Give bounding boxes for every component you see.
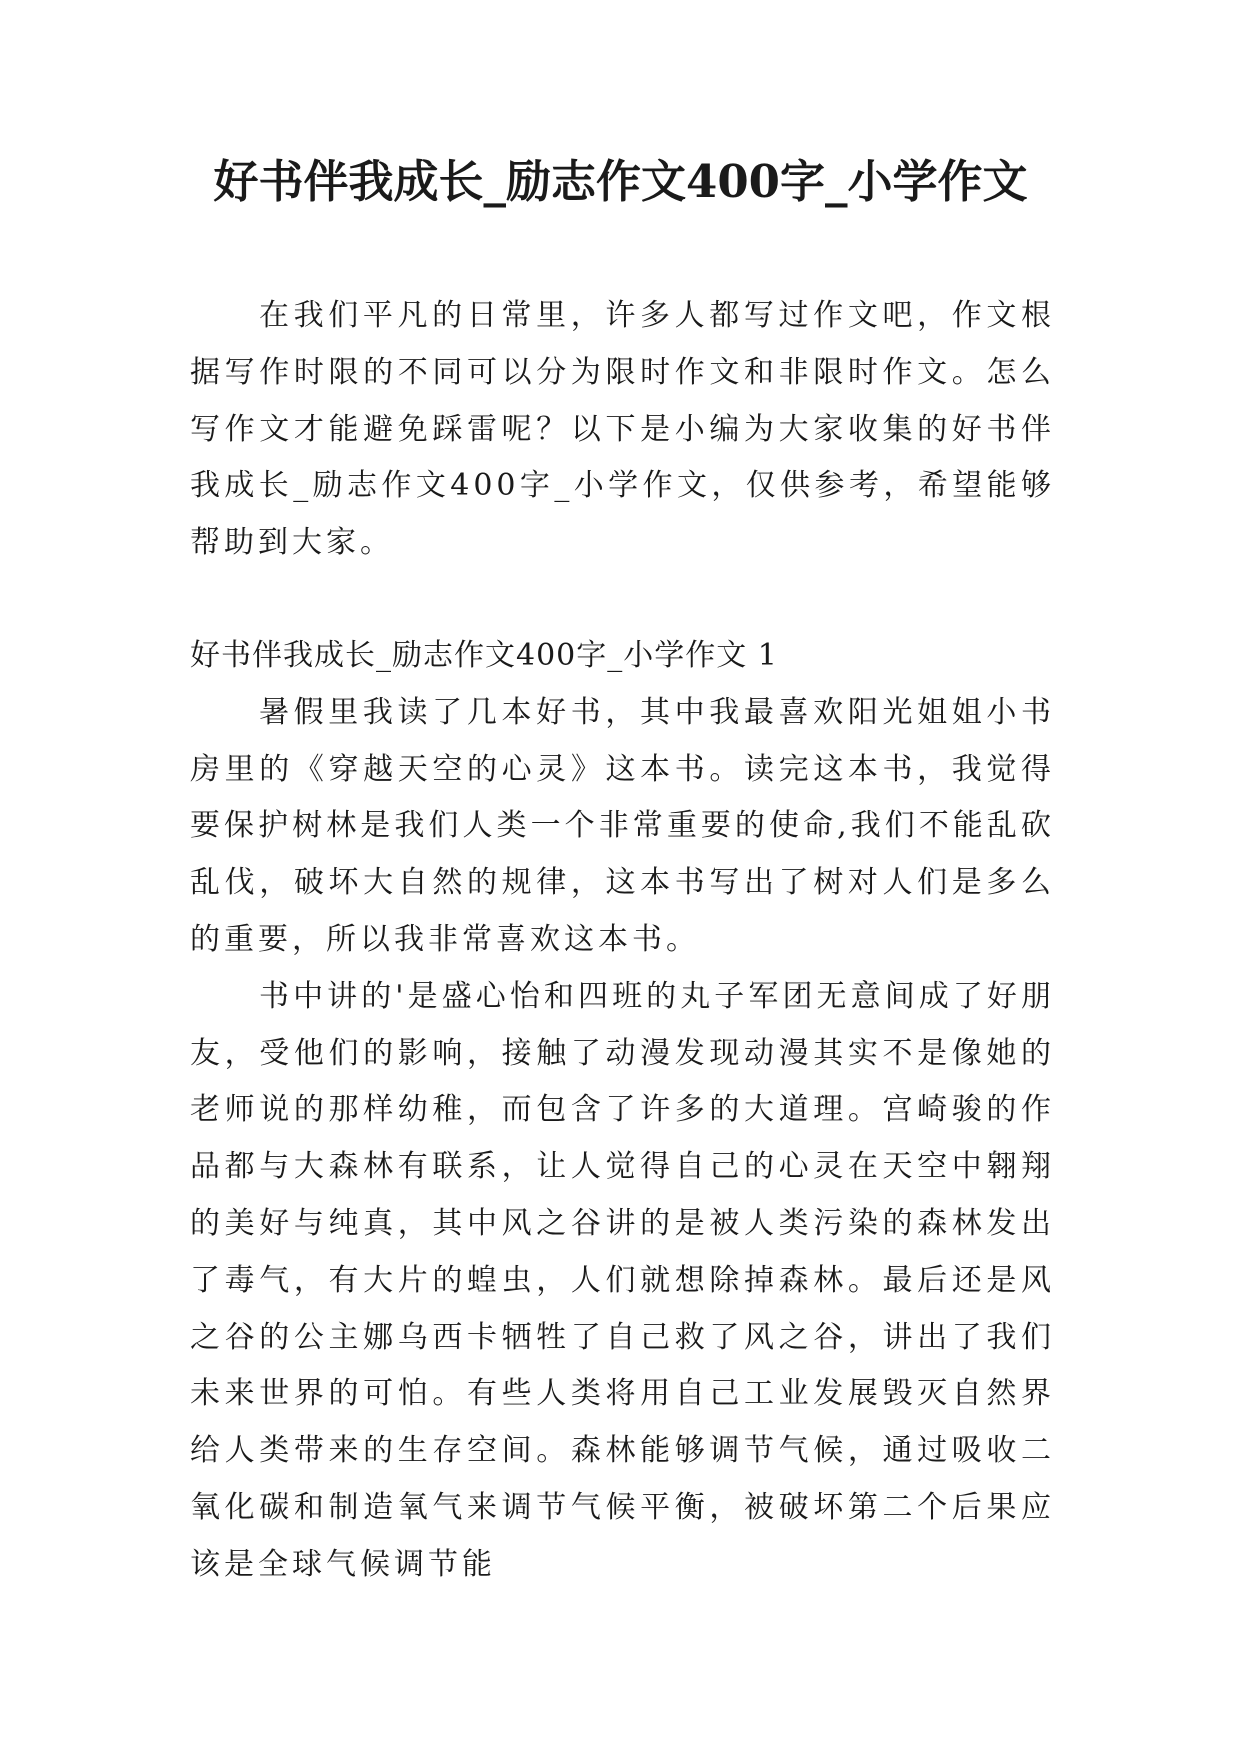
body-paragraph-2: 书中讲的'是盛心怡和四班的丸子军团无意间成了好朋友，受他们的影响，接触了动漫发现动漫其实不是像她的老师说的那样幼稚，而包含了许多的大道理。宫崎骏的作品都与大森林有联系，让人觉得自己的心灵在天空中翱翔的美好与纯真，其中风之谷讲的是被人类污染的森林发出了毒气，有大片的蝗虫，人们就想除掉森林。最后还是风之谷的公主娜乌西卡牺牲了自己救了风之谷，讲出了我们未来世界的可怕。有些人类将用自己工业发展毁灭自然界给人类带来的生存空间。森林能够调节气候，通过吸收二氧化碳和制造氧气来调节气候平衡，被破坏第二个后果应该是全球气候调节能 [190,978,1055,1582]
section-heading: 好书伴我成长_励志作文400字_小学作文 1 [190,637,778,673]
intro-paragraph: 在我们平凡的日常里，许多人都写过作文吧，作文根据写作时限的不同可以分为限时作文和非限时作文。怎么写作文才能避免踩雷呢？以下是小编为大家收集的好书伴我成长_励志作文400字_小学作文，仅供参考，希望能够帮助到大家。 [190,298,1055,561]
body-paragraph-1: 暑假里我读了几本好书，其中我最喜欢阳光姐姐小书房里的《穿越天空的心灵》这本书。读完这本书，我觉得要保护树林是我们人类一个非常重要的使命,我们不能乱砍乱伐，破坏大自然的规律，这本书写出了树对人们是多么的重要，所以我非常喜欢这本书。 [190,694,1055,957]
document-title: 好书伴我成长_励志作文400字_小学作文 [213,155,1028,208]
document-body [190,288,1055,1594]
paragraph-gap [190,572,1055,628]
